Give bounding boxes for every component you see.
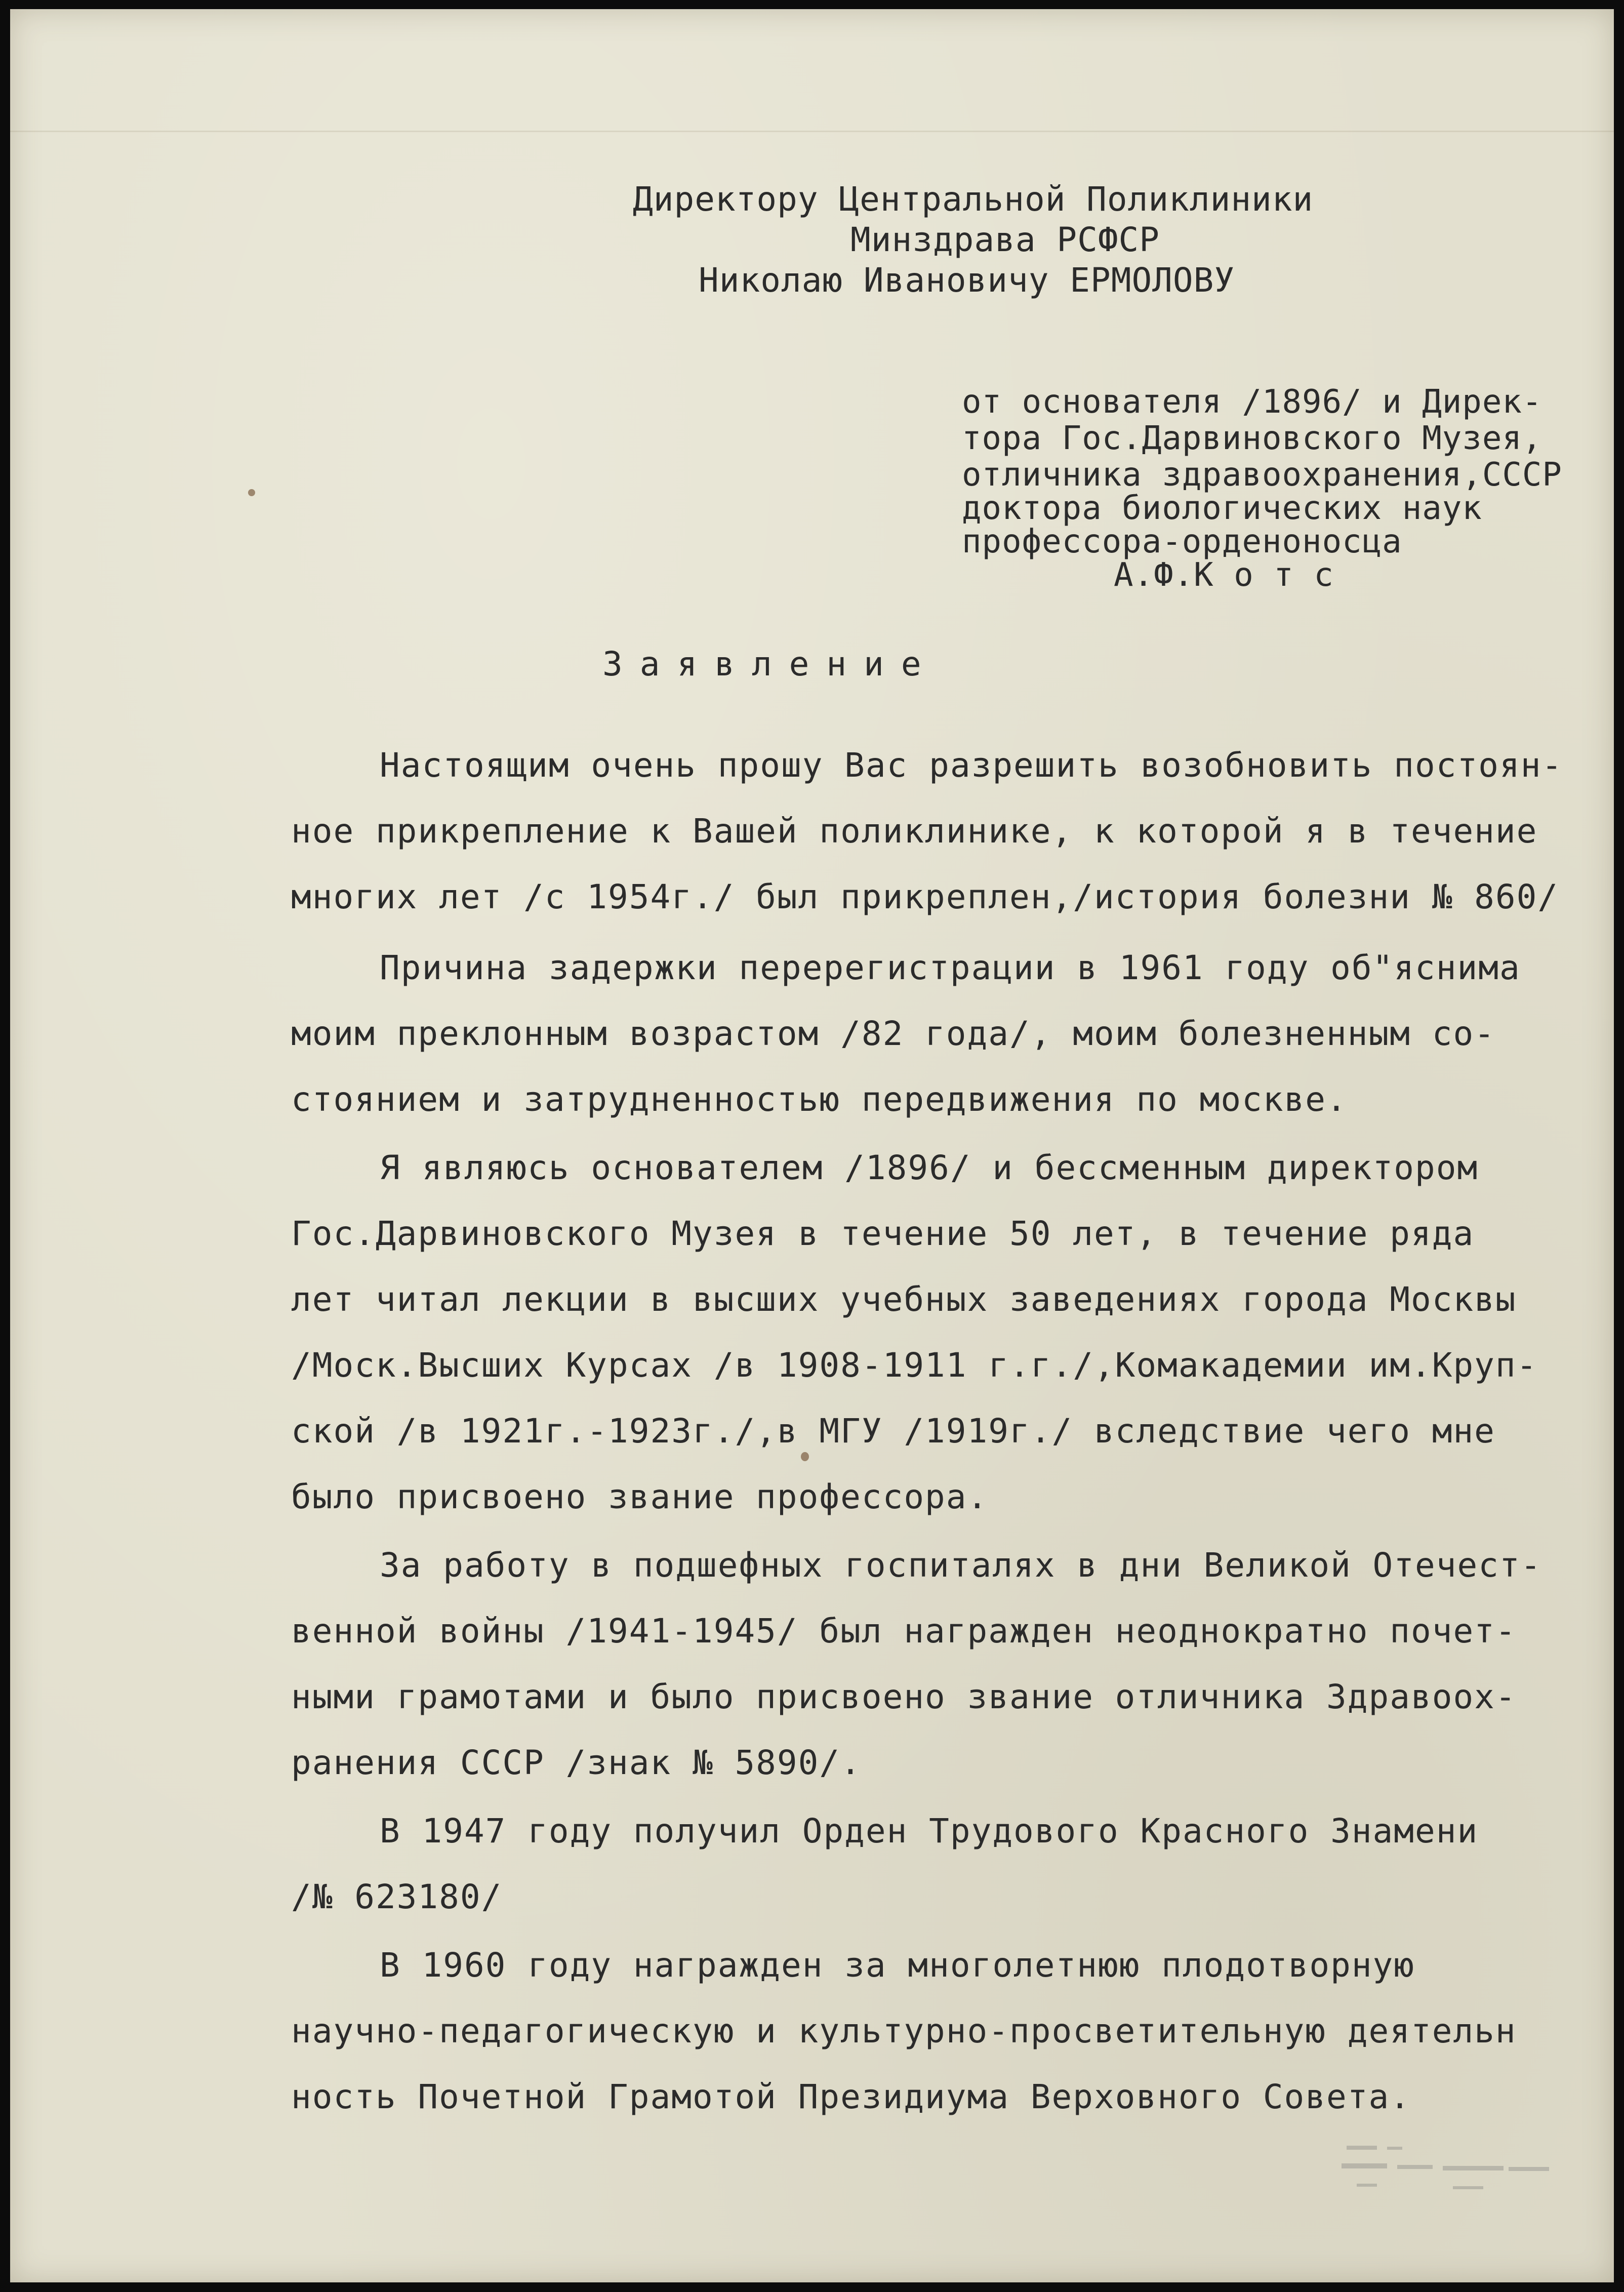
body-line-8: Гос.Дарвиновского Музея в течение 50 лет, в течение ряда — [291, 1214, 1475, 1253]
body-line-9: лет читал лекции в высших учебных заведениях города Москвы — [291, 1280, 1517, 1319]
body-line-10: /Моск.Высших Курсах /в 1908-1911 г.г./,Комакадемии им.Круп- — [291, 1346, 1538, 1385]
sender-line-5: профессора-орденоносца — [962, 523, 1402, 560]
body-line-7: Я являюсь основателем /1896/ и бессменным директором — [380, 1148, 1479, 1187]
body-line-3: многих лет /с 1954г./ был прикреплен,/история болезни № 860/ — [291, 877, 1559, 916]
addressee-block — [633, 176, 1314, 409]
sender-line-1: от основателя /1896/ и Дирек- — [962, 383, 1542, 421]
body-line-12: было присвоено звание профессора. — [291, 1477, 989, 1516]
body-line-18: /№ 623180/ — [291, 1877, 503, 1916]
paper-fold-line — [10, 131, 1614, 132]
body-line-6: стоянием и затрудненностью передвижения по москве. — [291, 1080, 1348, 1119]
paper-spot — [248, 489, 255, 496]
body-line-15: ными грамотами и было присвоено звание отличника Здравоох- — [291, 1677, 1517, 1716]
body-line-11: ской /в 1921г.-1923г./,в МГУ /1919г./ вследствие чего мне — [291, 1412, 1495, 1451]
body-line-17: В 1947 году получил Орден Трудового Красного Знамени — [380, 1812, 1479, 1851]
archive-stamp-smudge — [1326, 2136, 1579, 2206]
body-line-4: Причина задержки перерегистрации в 1961 году об"яснима — [380, 948, 1521, 987]
sender-line-2: тора Гос.Дарвиновского Музея, — [962, 420, 1542, 457]
sender-line-4: доктора биологических наук — [962, 490, 1482, 527]
body-line-2: ное прикрепление к Вашей поликлинике, к которой я в течение — [291, 812, 1538, 851]
body-line-21: ность Почетной Грамотой Президиума Верховного Совета. — [291, 2077, 1411, 2116]
sender-line-3: отличника здравоохранения,СССР — [962, 456, 1562, 494]
body-line-13: За работу в подшефных госпиталях в дни Великой Отечест- — [380, 1546, 1542, 1585]
body-line-5: моим преклонным возрастом /82 года/, моим болезненным со- — [291, 1014, 1495, 1053]
document-page — [10, 9, 1614, 2282]
addressee-line-2: Минздрава РСФСР — [850, 220, 1160, 259]
body-line-20: научно-педагогическую и культурно-просветительную деятельн — [291, 2012, 1517, 2050]
paper-spot — [801, 1452, 809, 1461]
sender-block — [962, 383, 1562, 675]
sender-signature-name: А.Ф.К о т с — [1114, 556, 1334, 594]
body-line-14: венной войны /1941-1945/ был награжден неоднократно почет- — [291, 1612, 1517, 1651]
body-line-19: В 1960 году награжден за многолетнюю плодотворную — [380, 1946, 1415, 1985]
document-title: Заявление — [602, 645, 939, 683]
body-line-16: ранения СССР /знак № 5890/. — [291, 1743, 862, 1782]
body-line-1: Настоящим очень прошу Вас разрешить возобновить постоян- — [380, 746, 1563, 785]
addressee-line-3: Николаю Ивановичу ЕРМОЛОВУ — [699, 261, 1235, 300]
addressee-line-1: Директору Центральной Поликлиники — [633, 180, 1314, 219]
